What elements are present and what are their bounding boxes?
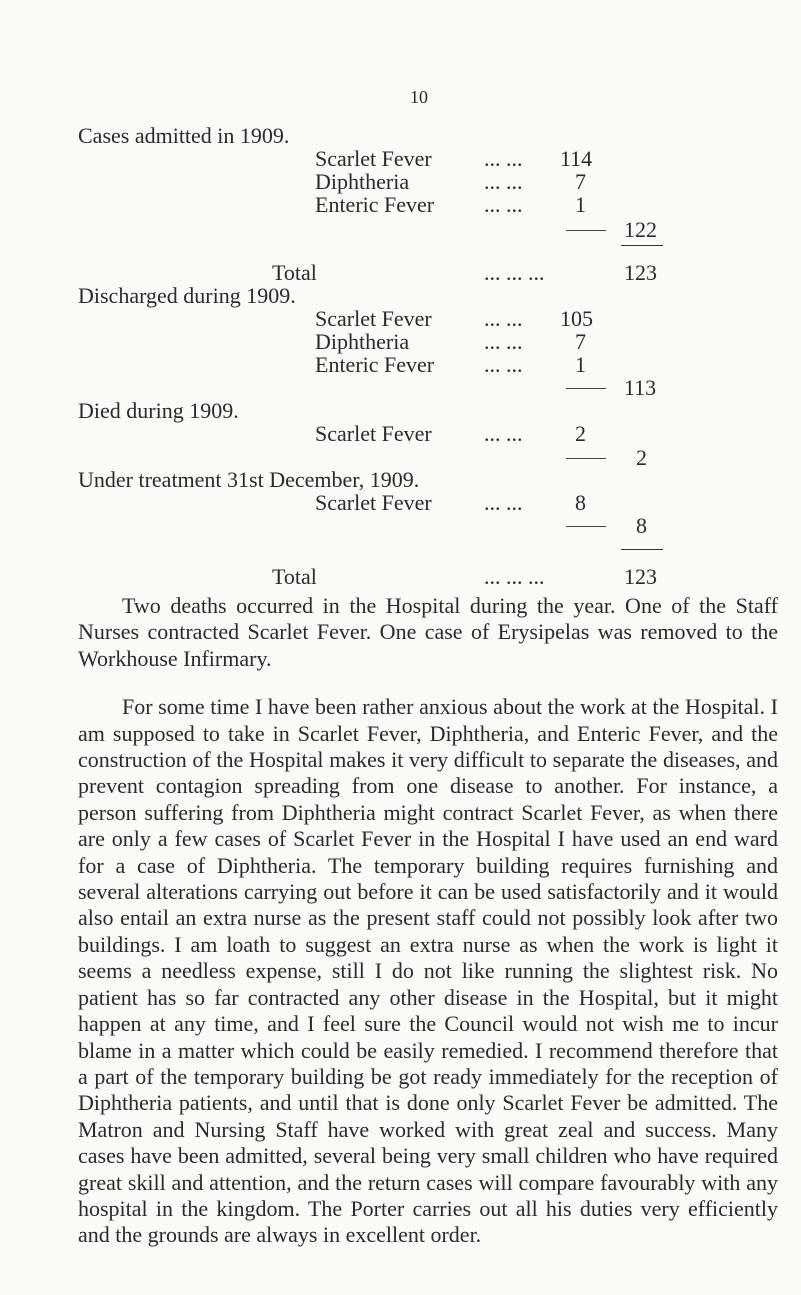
admitted-dots-diphtheria: ... ... [484, 169, 523, 194]
admitted-value-enteric: 1 [575, 192, 586, 217]
under-treatment-heading: Under treatment 31st December, 1909. [78, 467, 420, 492]
under-treatment-dots-scarlet: ... ... [484, 490, 523, 515]
discharged-dots-scarlet: ... ... [484, 306, 523, 331]
total-1-value: 123 [624, 260, 657, 285]
total-1-label: Total [272, 260, 317, 285]
discharged-heading: Discharged during 1909. [78, 283, 296, 308]
admitted-value-diphtheria: 7 [575, 169, 586, 194]
discharged-value-diphtheria: 7 [575, 329, 586, 354]
page-number: 10 [410, 87, 428, 107]
admitted-total-rule [621, 245, 663, 246]
total-2-label: Total [272, 564, 317, 589]
total-2-value: 123 [624, 564, 657, 589]
admitted-dots-scarlet: ... ... [484, 146, 523, 171]
total-2-dots: ... ... ... [484, 564, 545, 589]
discharged-dots-enteric: ... ... [484, 352, 523, 377]
under-treatment-label-scarlet: Scarlet Fever [315, 490, 432, 515]
final-total-rule [621, 549, 663, 550]
total-1-dots: ... ... ... [484, 260, 545, 285]
admitted-label-scarlet: Scarlet Fever [315, 146, 432, 171]
under-treatment-subtotal: 8 [636, 513, 647, 538]
died-subtotal-dash [566, 458, 606, 459]
under-treatment-subtotal-dash [566, 526, 606, 527]
discharged-subtotal: 113 [624, 375, 657, 400]
discharged-subtotal-dash [566, 388, 606, 389]
discharged-value-enteric: 1 [575, 352, 586, 377]
admitted-value-scarlet: 114 [560, 146, 593, 171]
under-treatment-value-scarlet: 8 [575, 490, 586, 515]
discharged-value-scarlet: 105 [560, 306, 593, 331]
discharged-dots-diphtheria: ... ... [484, 329, 523, 354]
died-label-scarlet: Scarlet Fever [315, 421, 432, 446]
admitted-heading: Cases admitted in 1909. [78, 123, 290, 148]
discharged-label-enteric: Enteric Fever [315, 352, 435, 377]
body-text [78, 593, 778, 1249]
died-subtotal: 2 [636, 445, 647, 470]
admitted-dots-enteric: ... ... [484, 192, 523, 217]
paragraph-hospital-work: For some time I have been rather anxious about the work at the Hospital. I am supposed to take in Scarlet Fever, Diphtheria, and Enteric Fever, and the construction of the Hospital makes it very difficult to separate the diseases, and prevent contagion spreading from one disease to another. For instance, a person suffering from Diphtheria might contract Scarlet Fever, as when there are only a few cases of Scarlet Fever in the Hospital I have used an end ward for a case of Diphtheria. The temporary building requires furnishing and several alterations carrying out before it can be used satisfactorily and it would also entail an extra nurse as the present staff could not possibly look after two buildings. I am loath to suggest an extra nurse as when the work is light it seems a needless expense, still I do not like running the slightest risk. No patient has so far contracted any other disease in the Hospital, but it might happen at any time, and I feel sure the Council would not wish me to incur blame in a matter which could be easily remedied. I recommend therefore that a part of the temporary building be got ready immediately for the reception of Diphtheria patients, and until that is done only Scarlet Fever be admitted. The Matron and Nursing Staff have worked with great zeal and success. Many cases have been admitted, several being very small children who have required great skill and attention, and the return cases will compare favourably with any hospital in the kingdom. The Porter carries out all his duties very efficiently and the grounds are always in excellent order. [78, 694, 778, 1248]
died-heading: Died during 1909. [78, 398, 239, 423]
admitted-subtotal: 122 [624, 217, 657, 242]
discharged-label-diphtheria: Diphtheria [315, 329, 410, 354]
admitted-label-diphtheria: Diphtheria [315, 169, 410, 194]
died-value-scarlet: 2 [575, 421, 586, 446]
discharged-label-scarlet: Scarlet Fever [315, 306, 432, 331]
admitted-label-enteric: Enteric Fever [315, 192, 435, 217]
admitted-subtotal-dash [566, 230, 606, 231]
died-dots-scarlet: ... ... [484, 421, 523, 446]
paragraph-deaths: Two deaths occurred in the Hospital during the year. One of the Staff Nurses contracted Scarlet Fever. One case of Erysipelas was removed to the Workhouse Infirmary. [78, 593, 778, 671]
